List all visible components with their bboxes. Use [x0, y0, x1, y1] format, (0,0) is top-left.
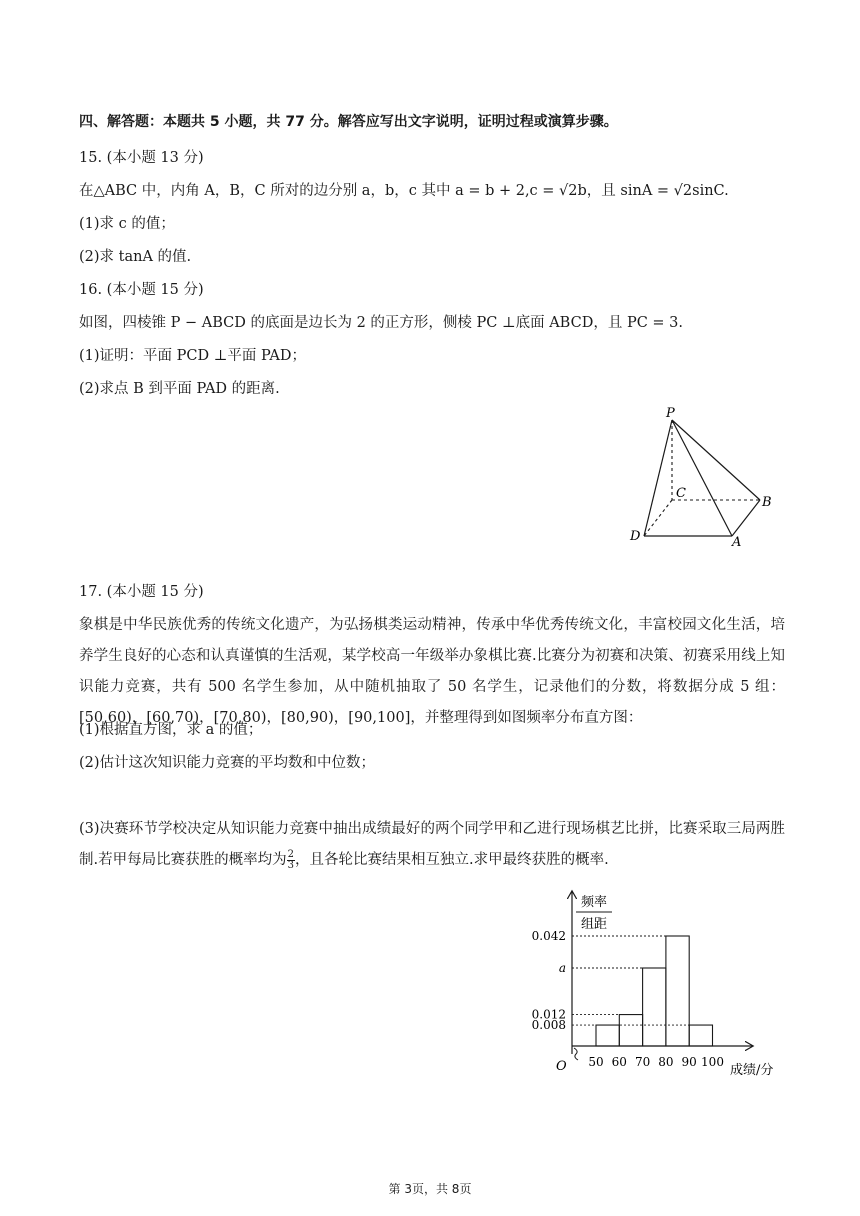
x-tick-label: 90	[681, 1055, 697, 1069]
y-tick-label: 0.008	[531, 1018, 566, 1033]
histogram-bar-1	[596, 1025, 619, 1046]
y-tick-label: 0.042	[531, 929, 566, 943]
y-label-bottom: 组距	[580, 917, 608, 932]
x-tick-label: 100	[701, 1055, 724, 1069]
histogram-bar-3	[643, 968, 666, 1046]
label-c: C	[676, 486, 686, 501]
q16-header: 16. (本小题 15 分)	[79, 282, 204, 298]
fraction-two-thirds	[287, 850, 295, 871]
y-tick-label: 0.012	[531, 1007, 566, 1022]
y-label-top: 频率	[580, 895, 608, 910]
frequency-histogram	[500, 888, 800, 1088]
page-footer: 第 3页，共 8页	[388, 1182, 472, 1196]
fraction-denominator: 3	[287, 859, 294, 871]
label-p: P	[666, 406, 675, 421]
histogram-bar-4	[666, 936, 689, 1046]
q15-stem: 在△ABC 中，内角 A，B，C 所对的边分别 a，b，c 其中 a = b + 2,c = √2b，且 sinA = √2sinC.	[79, 183, 729, 199]
q17-part1: (1)根据直方图，求 a 的值；	[79, 722, 263, 738]
q17-stem: 象棋是中华民族优秀的传统文化遗产，为弘扬棋类运动精神，传承中华优秀传统文化，丰富校园文化生活，培养学生良好的心态和认真谨慎的生活观，某学校高一年级举办象棋比赛.比赛分为初赛和决策、初赛采用线上知识能力竞赛，共有 500 名学生参加，从中随机抽取了 50 名学生，记录他们的分数，将数据分成 5 组：[50,60)，[60,70)，[70,80)，[80,90)，[90,100]，并整理得到如图频率分布直方图：	[79, 617, 785, 726]
q16-part1: (1)证明：平面 PCD ⊥平面 PAD；	[79, 348, 307, 364]
x-tick-label: 80	[658, 1055, 674, 1069]
x-axis-label: 成绩/分	[730, 1063, 774, 1078]
label-d: D	[630, 529, 641, 544]
x-tick-label: 70	[634, 1055, 651, 1069]
q17-part3-text-b: ，且各轮比赛结果相互独立.求甲最终获胜的概率.	[294, 852, 609, 868]
q15-part1: (1)求 c 的值；	[79, 216, 175, 232]
histogram-bar-5	[689, 1025, 712, 1046]
y-tick-label: a	[558, 961, 566, 975]
q17-header: 17. (本小题 15 分)	[79, 584, 204, 600]
histogram-bar-2	[619, 1015, 642, 1046]
q17-part3-text-a: (3)决赛环节学校决定从知识能力竞赛中抽出成绩最好的两个同学甲和乙进行现场棋艺比拼，比赛采取三局两胜制.若甲每局比赛获胜的概率均为	[79, 821, 785, 868]
x-tick-label: 50	[588, 1055, 604, 1069]
label-b: B	[762, 495, 772, 510]
q17-part2: (2)估计这次知识能力竞赛的平均数和中位数；	[79, 755, 376, 771]
section-title: 四、解答题：本题共 5 小题，共 77 分。解答应写出文字说明，证明过程或演算步骤。	[79, 114, 618, 130]
x-tick-label: 60	[611, 1055, 627, 1069]
origin-label: O	[556, 1059, 567, 1074]
label-a: A	[732, 535, 742, 550]
q16-stem: 如图，四棱锥 P − ABCD 的底面是边长为 2 的正方形，侧棱 PC ⊥底面 ABCD，且 PC = 3.	[79, 315, 683, 331]
q17-part3	[79, 814, 785, 876]
q15-header: 15. (本小题 13 分)	[79, 150, 204, 166]
q15-part2: (2)求 tanA 的值.	[79, 249, 192, 265]
pyramid-figure	[620, 400, 790, 550]
q16-part2: (2)求点 B 到平面 PAD 的距离.	[79, 381, 280, 397]
fraction-numerator: 2	[287, 848, 294, 860]
